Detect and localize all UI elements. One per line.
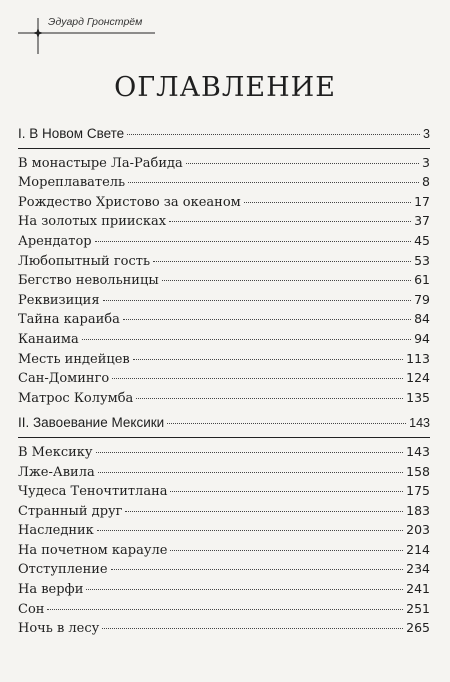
entry-page: 45 <box>414 232 430 248</box>
entry-page: 53 <box>414 252 430 268</box>
header-ornament <box>0 0 450 60</box>
toc-entry <box>18 390 430 410</box>
toc-entry <box>18 542 430 562</box>
toc-entry <box>18 331 430 351</box>
part-underline <box>18 148 430 149</box>
toc-entry <box>18 272 430 292</box>
entry-page: 158 <box>406 463 430 479</box>
dot-leader <box>162 280 411 281</box>
dot-leader <box>244 202 411 203</box>
entry-page: 124 <box>406 370 430 386</box>
toc-entry <box>18 503 430 523</box>
dot-leader <box>103 300 412 301</box>
toc-entry <box>18 213 430 233</box>
entry-page: 241 <box>406 581 430 597</box>
entry-page: 84 <box>414 311 430 327</box>
entry-page: 79 <box>414 291 430 307</box>
dot-leader <box>82 339 411 340</box>
toc-entry <box>18 233 430 253</box>
entry-page: 265 <box>406 620 430 636</box>
entry-title: Тайна караиба <box>18 312 120 328</box>
dot-leader <box>128 182 419 183</box>
toc-entry <box>18 351 430 371</box>
dot-leader <box>169 221 411 222</box>
toc-entry <box>18 464 430 484</box>
entry-page: 234 <box>406 561 430 577</box>
toc-entry <box>18 194 430 214</box>
ornament-star-icon <box>32 27 44 39</box>
part-title: I. В Новом Свете <box>18 126 125 141</box>
dot-leader <box>86 589 403 590</box>
entry-page: 203 <box>406 522 430 538</box>
entry-title: Канаима <box>18 331 79 347</box>
toc-entry <box>18 444 430 464</box>
entry-page: 61 <box>414 272 430 288</box>
toc-part-1 <box>18 126 430 146</box>
dot-leader <box>102 628 403 629</box>
dot-leader <box>111 569 404 570</box>
entry-title: На почетном карауле <box>18 542 168 558</box>
dot-leader <box>123 319 411 320</box>
toc-entry <box>18 620 430 640</box>
entry-title: Чудеса Теночтитлана <box>18 484 168 500</box>
entry-title: Наследник <box>18 523 94 539</box>
entry-title: Странный друг <box>18 503 123 519</box>
part-page: 143 <box>409 416 430 431</box>
entry-page: 113 <box>406 350 430 366</box>
part-underline <box>18 437 430 438</box>
toc-entry <box>18 370 430 390</box>
toc-entry <box>18 311 430 331</box>
toc-entry <box>18 292 430 312</box>
dot-leader <box>95 241 411 242</box>
entry-title: Бегство невольницы <box>18 273 159 289</box>
entry-title: В Мексику <box>18 444 93 460</box>
entry-title: Сон <box>18 601 45 617</box>
page-title: ОГЛАВЛЕНИЕ <box>114 72 336 103</box>
entry-title: На золотых приисках <box>18 214 167 230</box>
table-of-contents <box>18 126 430 640</box>
entry-title: Любопытный гость <box>18 253 151 269</box>
entry-title: Ночь в лесу <box>18 621 100 637</box>
dot-leader <box>170 491 403 492</box>
toc-entry <box>18 253 430 273</box>
dot-leader <box>98 472 403 473</box>
part-title: II. Завоевание Мексики <box>18 415 165 431</box>
toc-entry <box>18 155 430 175</box>
entry-title: Рождество Христово за океаном <box>18 194 241 210</box>
part-page: 3 <box>423 127 430 141</box>
running-header-author: Эдуард Гронстрём <box>48 16 143 28</box>
toc-entry <box>18 601 430 621</box>
toc-entry <box>18 561 430 581</box>
entry-page: 94 <box>414 330 430 346</box>
entry-page: 143 <box>406 443 430 459</box>
dot-leader <box>47 609 403 610</box>
entry-title: Матрос Колумба <box>18 390 134 406</box>
entry-page: 135 <box>406 389 430 405</box>
entry-page: 3 <box>422 154 430 170</box>
entry-title: Месть индейцев <box>18 351 130 367</box>
dot-leader <box>125 511 403 512</box>
entry-title: На верфи <box>18 582 84 598</box>
entry-title: В монастыре Ла-Рабида <box>18 155 183 171</box>
dot-leader <box>127 134 420 135</box>
dot-leader <box>153 261 411 262</box>
entry-page: 175 <box>406 483 430 499</box>
entry-title: Лже-Авила <box>18 464 95 480</box>
entry-title: Арендатор <box>18 233 92 249</box>
entry-page: 183 <box>406 502 430 518</box>
toc-entry <box>18 483 430 503</box>
entry-page: 8 <box>422 174 430 190</box>
entry-page: 214 <box>406 541 430 557</box>
dot-leader <box>167 423 406 424</box>
entry-page: 251 <box>406 600 430 616</box>
entry-title: Отступление <box>18 562 108 578</box>
dot-leader <box>112 378 403 379</box>
dot-leader <box>136 398 403 399</box>
dot-leader <box>186 163 419 164</box>
dot-leader <box>170 550 403 551</box>
entry-page: 37 <box>414 213 430 229</box>
toc-entry <box>18 581 430 601</box>
entry-title: Мореплаватель <box>18 175 126 191</box>
entry-title: Реквизиция <box>18 292 100 308</box>
toc-entry <box>18 174 430 194</box>
toc-part-2 <box>18 415 430 435</box>
dot-leader <box>133 359 403 360</box>
dot-leader <box>97 530 403 531</box>
entry-title: Сан-Доминго <box>18 371 110 387</box>
toc-entry <box>18 522 430 542</box>
entry-page: 17 <box>414 193 430 209</box>
dot-leader <box>96 452 404 453</box>
